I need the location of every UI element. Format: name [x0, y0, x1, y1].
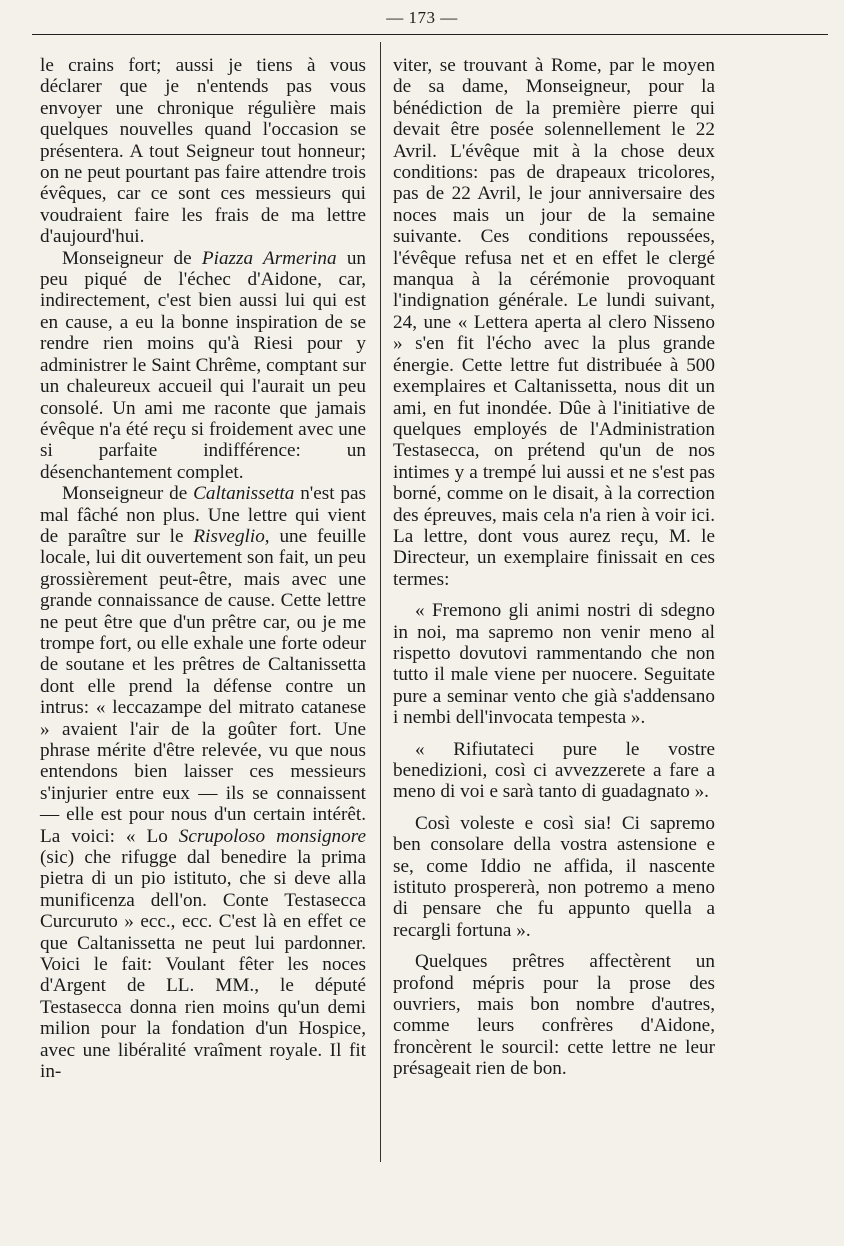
header-rule [32, 34, 828, 35]
paragraph [40, 483, 366, 1082]
quoted-paragraph: « Rifiutateci pure le vostre benedizioni, così ci avvezzerete a fare a meno di voi e sarà tanto di guadagnato ». [393, 738, 715, 803]
page-number: — 173 — [386, 8, 458, 27]
text-run: Monseigneur de [62, 483, 194, 505]
paragraph: le crains fort; aussi je tiens à vous déclarer que je n'entends pas vous envoyer une chronique régulière mais quelques nouvelles quand l'occasion se présentera. A tout Seigneur tout honneur; on ne peut pourtant pas faire attendre trois évêques, car ce sont ces messieurs qui voudraient faire les frais de ma lettre d'aujourd'hui. [40, 55, 366, 248]
text-run: n'est pas mal fâché non plus. Une lettre qui vient de paraître sur le [40, 483, 366, 547]
column-divider [380, 42, 381, 1162]
text-run: Monseigneur de [62, 247, 202, 269]
paragraph [40, 248, 366, 483]
place-name: Caltanissetta [193, 483, 295, 505]
text-run: (sic) che rifugge dal benedire la prima pietra di un pio istituto, che si deve alla munificenza dell'on. Conte Testasecca Curcuruto » ecc., ecc. C'est là en effet ce que Caltanissetta ne peut lui pardonner. Voici le fait: Voulant fêter les noces d'Argent de LL. MM., le député Testasecca donna rien moins qu'un demi milion pour la fondation d'un Hospice, avec une libéralité vraîment royale. Il fit in- [40, 847, 366, 1083]
text-run: , une feuille locale, lui dit ouvertement son fait, un peu grossièrement peut-être, mais avec une grande connaissance de cause. Cette lettre ne peut être que d'un prêtre car, ou je me trompe fort, ou elle exhale une forte odeur de soutane et les prêtres de Caltanissetta dont elle prend la défense contre un intrus: « leccazampe del mitrato catanese » avaient l'air de la goûter fort. Une phrase mérite d'être relevée, vu que nous entendons bien laisser ces messieurs s'injurier entre eux — ils se connaissent — elle est pour nous d'un certain intérêt. La voici: « Lo [40, 525, 366, 847]
quoted-phrase: Scrupoloso monsignore [178, 825, 367, 847]
newspaper-name: Risveglio [193, 525, 265, 547]
place-name: Piazza Armerina [201, 247, 337, 269]
text-run: un peu piqué de l'échec d'Aidone, car, indirectement, c'est bien aussi lui qui est en cause, a eu la bonne inspiration de se rendre rien moins qu'à Riesi pour y administrer le Saint Chrême, comptant sur un chaleureux accueil qui l'aurait un peu consolé. Un ami me raconte que jamais évêque n'a été reçu si froidement avec une si parfaite indifférence: un désenchantement complet. [40, 247, 366, 483]
quoted-paragraph: « Fremono gli animi nostri di sdegno in noi, ma sapremo non venir meno al rispetto dovutovi rammentando che non tutto il male viene per nuocere. Seguitate pure a seminar vento che già s'addensano i nembi dell'invocata tempesta ». [393, 600, 715, 729]
quoted-paragraph: Così voleste e così sia! Ci sapremo ben consolare della vostra astensione e se, come Iddio ne affida, il nascente istituto prospererà, non potremo a meno di pensare che fu appunto quella a recargli fortuna ». [393, 812, 715, 941]
right-column [393, 55, 715, 1080]
paragraph: Quelques prêtres affectèrent un profond mépris pour la prose des ouvriers, mais bon nombre d'autres, comme leurs confrères d'Aidone, froncèrent le sourcil: cette lettre ne leur présageait rien de bon. [393, 951, 715, 1080]
paragraph: viter, se trouvant à Rome, par le moyen de sa dame, Monseigneur, pour la bénédiction de la première pierre qui devait être posée solennellement le 22 Avril. L'évêque mit à la chose deux conditions: pas de drapeaux tricolores, pas de 22 Avril, le jour anniversaire des noces mais un jour de la semaine suivante. Ces conditions repoussées, l'évêque refusa net et en effet le clergé manqua à la cérémonie provoquant l'indignation générale. Le lundi suivant, 24, une « Lettera aperta al clero Nisseno » s'en fit l'écho avec la plus grande énergie. Cette lettre fut distribuée à 500 exemplaires et Caltanissetta, nous dit un ami, en fut inondée. Dûe à l'initiative de quelques employés de l'Administration Testasecca, on prétend qu'un de nos intimes y a trempé lui aussi et ne s'est pas borné, comme on le disait, à la correction des épreuves, mais cela n'a rien à voir ici. La lettre, dont vous aurez reçu, M. le Directeur, un exemplaire finissait en ces termes: [393, 55, 715, 590]
left-column [40, 55, 366, 1083]
